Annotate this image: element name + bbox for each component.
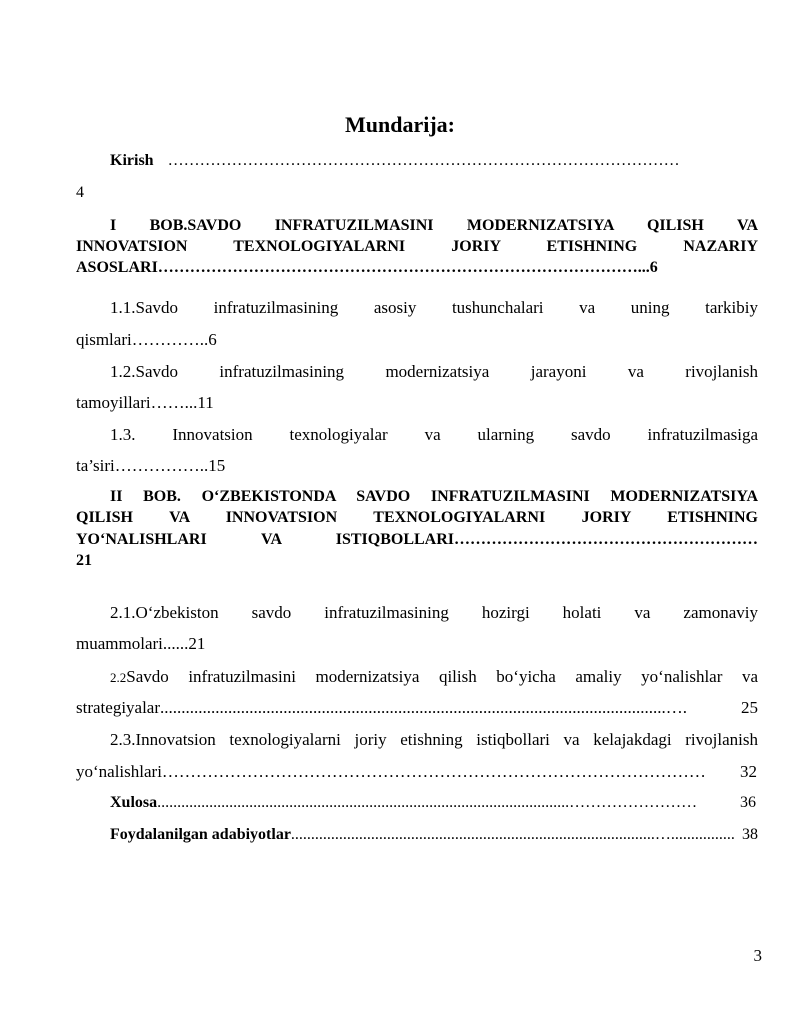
toc-entry-2-3-cont[interactable] [76,762,757,782]
page-title: Mundarija: [345,112,455,137]
toc-entry-2-2-cont[interactable] [76,698,758,718]
toc-entry-1-3-cont[interactable]: ta’siri……………..15 [76,456,226,475]
toc-entry-1-2[interactable]: 1.2.Savdo infratuzilmasining modernizatsiya jarayoni va rivojlanish [110,362,758,381]
toc-entry-adabiyotlar[interactable] [110,826,758,844]
chapter-1-heading-line[interactable]: I BOB.SAVDO INFRATUZILMASINI MODERNIZATSIYA QILISH VA [110,217,758,234]
toc-leader-dots: …………………………………………………………………………………… [167,152,680,169]
toc-entry-2-1-cont[interactable]: muammolari......21 [76,634,206,653]
chapter-2-heading-line[interactable]: QILISH VA INNOVATSION TEXNOLOGIYALARNI JORIY ETISHNING [76,509,758,526]
toc-label: yo‘nalishlari [76,762,162,781]
toc-entry-xulosa[interactable] [110,794,756,812]
chapter-1-heading-line[interactable]: ASOSLARI………………………………………………………………………………...6 [76,259,658,276]
section-number: 2.2 [110,670,127,685]
toc-page-number: 38 [742,826,758,843]
toc-leader-dots: .......................................................................................................…………………… [157,794,698,811]
toc-entry-kirish[interactable] [110,152,758,170]
toc-leader-dots: …………………………………………………………………………………… [161,762,706,781]
toc-page-number: 25 [741,698,758,717]
toc-label: strategiyalar [76,698,161,717]
toc-entry-1-1-cont[interactable]: qismlari…………..6 [76,330,217,349]
toc-leader-dots: .......................................................................................................................…. [160,698,688,717]
toc-entry-2-1[interactable]: 2.1.O‘zbekiston savdo infratuzilmasining hozirgi holati va zamonaviy [110,603,758,622]
toc-label: Kirish [110,152,154,169]
toc-label: Foydalanilgan adabiyotlar [110,826,291,843]
toc-leader-dots: ...........................................................................................…................ [290,826,735,843]
chapter-2-heading-line[interactable]: II BOB. O‘ZBEKISTONDA SAVDO INFRATUZILMASINI MODERNIZATSIYA [110,488,758,505]
toc-page-number: 32 [740,762,757,781]
chapter-2-heading-line[interactable]: YO‘NALISHLARI VA ISTIQBOLLARI………………………………………………… [76,531,758,548]
toc-page-number: 36 [740,794,756,811]
chapter-2-page-number: 21 [76,552,92,569]
page-number: 3 [753,946,762,965]
toc-page-number: 4 [76,184,84,201]
toc-entry-1-3[interactable]: 1.3. Innovatsion texnologiyalar va ularning savdo infratuzilmasiga [110,425,758,444]
chapter-1-heading-line[interactable]: INNOVATSION TEXNOLOGIYALARNI JORIY ETISHNING NAZARIY [76,238,758,255]
toc-entry-2-3[interactable]: 2.3.Innovatsion texnologiyalarni joriy etishning istiqbollari va kelajakdagi rivojlanish [110,730,758,749]
toc-entry-1-1[interactable]: 1.1.Savdo infratuzilmasining asosiy tushunchalari va uning tarkibiy [110,298,758,317]
toc-label: Xulosa [110,794,158,811]
toc-label: Savdo infratuzilmasini modernizatsiya qilish bo‘yicha amaliy yo‘nalishlar va [126,667,758,686]
toc-entry-1-2-cont[interactable]: tamoyillari……...11 [76,393,214,412]
toc-entry-2-2[interactable] [110,667,758,687]
